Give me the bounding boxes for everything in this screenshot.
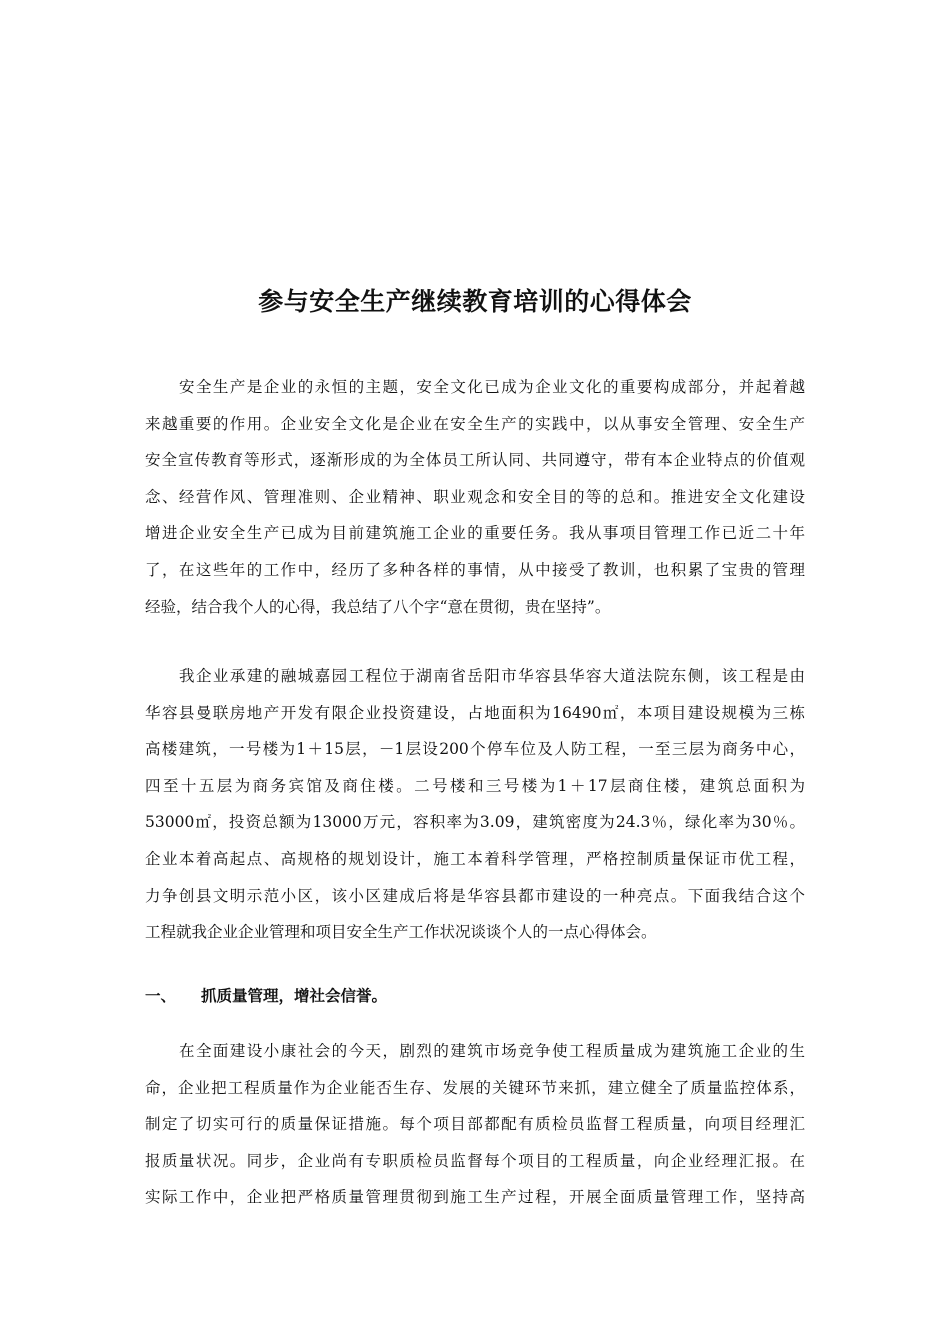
document-title: 参与安全生产继续教育培训的心得体会 bbox=[258, 287, 692, 316]
paragraph-line: 命，企业把工程质量作为企业能否生存、发展的关键环节来抓，建立健全了质量监控体系， bbox=[145, 1078, 805, 1097]
paragraph-quality bbox=[145, 1033, 805, 1216]
paragraph-line: 华容县曼联房地产开发有限企业投资建设，占地面积为16490㎡，本项目建设规模为三栋 bbox=[145, 703, 805, 722]
paragraph-line: 了，在这些年的工作中，经历了多种各样的事情，从中接受了教训，也积累了宝贵的管理 bbox=[145, 560, 805, 579]
paragraph-line: 企业本着高起点、高规格的规划设计，施工本着科学管理，严格控制质量保证市优工程， bbox=[145, 849, 805, 868]
paragraph-project bbox=[145, 658, 805, 951]
section-title: 抓质量管理，增社会信誉。 bbox=[201, 987, 388, 1005]
paragraph-line: 制定了切实可行的质量保证措施。每个项目部都配有质检员监督工程质量，向项目经理汇 bbox=[145, 1115, 805, 1134]
paragraph-line: 在全面建设小康社会的今天，剧烈的建筑市场竞争使工程质量成为建筑施工企业的生 bbox=[179, 1042, 805, 1060]
paragraph-line: 经验，结合我个人的心得，我总结了八个字“意在贯彻，贵在坚持”。 bbox=[145, 597, 611, 616]
paragraph-line: 来越重要的作用。企业安全文化是企业在安全生产的实践中，以从事安全管理、安全生产 bbox=[145, 414, 805, 433]
paragraph-line: 安全宣传教育等形式，逐渐形成的为全体员工所认同、共同遵守，带有本企业特点的价值观 bbox=[145, 451, 805, 470]
section-heading bbox=[145, 984, 387, 1008]
paragraph-intro bbox=[145, 369, 805, 625]
paragraph-line: 力争创县文明示范小区，该小区建成后将是华容县都市建设的一种亮点。下面我结合这个 bbox=[145, 886, 805, 905]
paragraph-line: 安全生产是企业的永恒的主题，安全文化已成为企业文化的重要构成部分，并起着越 bbox=[179, 378, 805, 396]
paragraph-line: 念、经营作风、管理准则、企业精神、职业观念和安全目的等的总和。推进安全文化建设 bbox=[145, 487, 805, 506]
paragraph-line: 报质量状况。同步，企业尚有专职质检员监督每个项目的工程质量，向企业经理汇报。在 bbox=[145, 1151, 805, 1170]
section-number: 一、 bbox=[145, 987, 177, 1005]
paragraph-line: 工程就我企业企业管理和项目安全生产工作状况谈谈个人的一点心得体会。 bbox=[145, 923, 657, 942]
paragraph-line: 四至十五层为商务宾馆及商住楼。二号楼和三号楼为1＋17层商住楼，建筑总面积为 bbox=[145, 776, 805, 795]
paragraph-line: 增进企业安全生产已成为目前建筑施工企业的重要任务。我从事项目管理工作已近二十年 bbox=[145, 524, 805, 543]
paragraph-line: 实际工作中，企业把严格质量管理贯彻到施工生产过程，开展全面质量管理工作，坚持高 bbox=[145, 1188, 805, 1207]
paragraph-line: 我企业承建的融城嘉园工程位于湖南省岳阳市华容县华容大道法院东侧，该工程是由 bbox=[179, 667, 805, 685]
paragraph-line: 高楼建筑，一号楼为1＋15层，－1层设200个停车位及人防工程，一至三层为商务中心， bbox=[145, 740, 805, 759]
paragraph-line: 53000㎡，投资总额为13000万元，容积率为3.09，建筑密度为24.3％，绿化率为30％。 bbox=[145, 813, 805, 832]
